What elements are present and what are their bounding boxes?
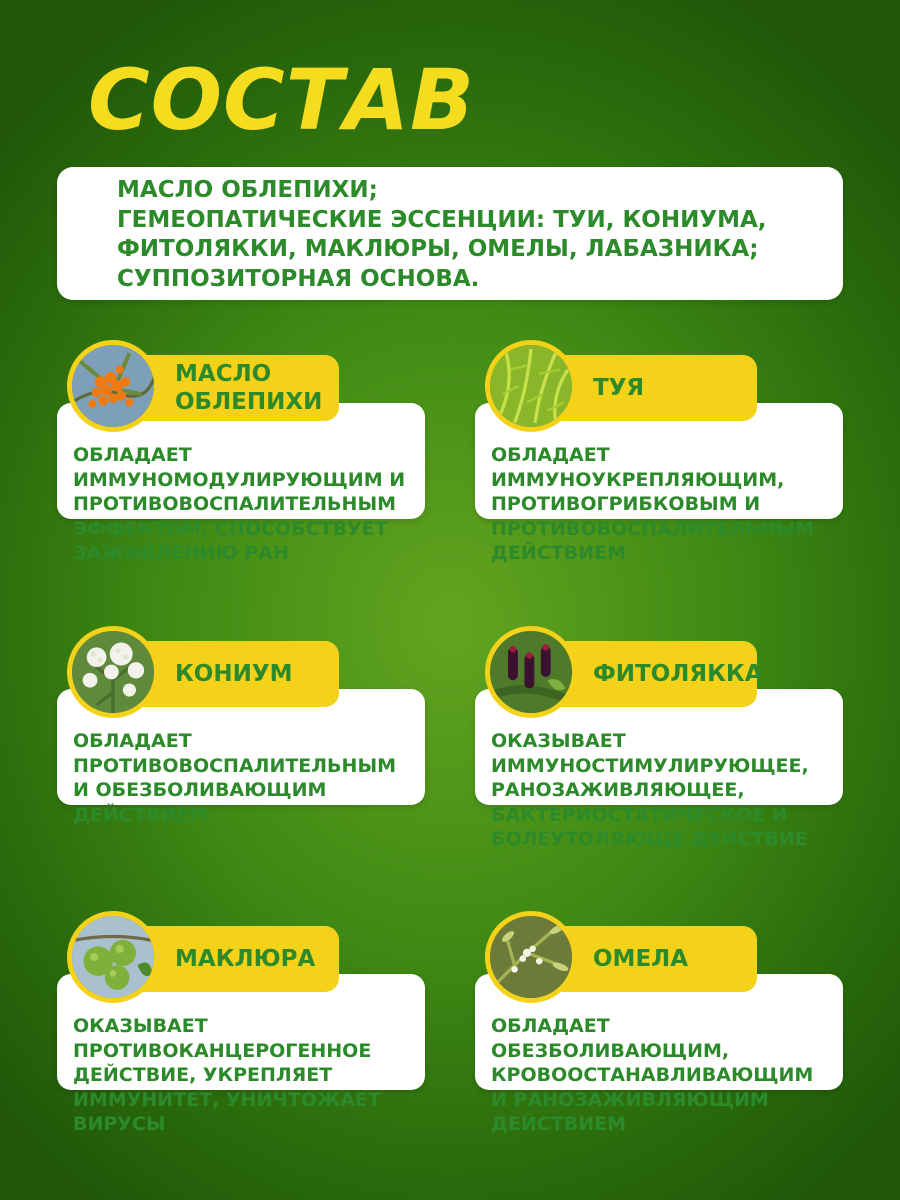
- phytolacca-photo-icon: [485, 626, 577, 718]
- maclura-photo-icon: [67, 911, 159, 1003]
- ingredient-name: ТУЯ: [593, 375, 645, 401]
- ingredient-name: КОНИУМ: [175, 661, 293, 687]
- ingredient-card-thuja: [475, 355, 843, 564]
- composition-line: МАСЛО ОБЛЕПИХИ;: [117, 177, 378, 203]
- ingredient-name: ФИТОЛЯККА: [593, 661, 763, 687]
- composition-line: ГЕМЕОПАТИЧЕСКИЕ ЭССЕНЦИИ: ТУИ, КОНИУМА,: [117, 206, 767, 233]
- page-title: СОСТАВ: [88, 51, 476, 149]
- sea-buckthorn-photo-icon: [67, 340, 159, 432]
- ingredient-description: ОБЛАДАЕТ ПРОТИВОВОСПАЛИТЕЛЬНЫМ И ОБЕЗБОЛИВАЮЩИМ ДЕЙСТВИЕМ: [73, 730, 397, 826]
- ingredient-description: ОБЛАДАЕТ ИММУНОУКРЕПЛЯЮЩИМ, ПРОТИВОГРИБКОВЫМ И ПРОТИВОВОСПАЛИТЕЛЬНЫМ ДЕЙСТВИЕМ: [491, 444, 815, 564]
- mistletoe-photo-icon: [485, 911, 577, 1003]
- ingredient-card-conium: [57, 641, 425, 826]
- conium-photo-icon: [67, 626, 159, 718]
- ingredient-description: ОКАЗЫВАЕТ ПРОТИВОКАНЦЕРОГЕННОЕ ДЕЙСТВИЕ, УКРЕПЛЯЕТ ИММУНИТЕТ, УНИЧТОЖАЕТ ВИРУСЫ: [73, 1015, 381, 1135]
- ingredient-description: ОБЛАДАЕТ ИММУНОМОДУЛИРУЮЩИМ И ПРОТИВОВОСПАЛИТЕЛЬНЫМ ЭФФЕКТОМ, СПОСОБСТВУЕТ ЗАЖИВЛЕНИЮ РАН: [73, 444, 406, 564]
- ingredient-card-sea-buckthorn: [57, 355, 425, 564]
- composition-line: ФИТОЛЯККИ, МАКЛЮРЫ, ОМЕЛЫ, ЛАБАЗНИКА;: [117, 236, 759, 262]
- composition-line: СУППОЗИТОРНАЯ ОСНОВА.: [117, 265, 480, 292]
- ingredient-name: МАСЛО ОБЛЕПИХИ: [175, 361, 323, 415]
- ingredient-card-mistletoe: [475, 926, 843, 1135]
- ingredient-name: ОМЕЛА: [593, 946, 689, 972]
- ingredient-description: ОБЛАДАЕТ ОБЕЗБОЛИВАЮЩИМ, КРОВООСТАНАВЛИВАЮЩИМ И РАНОЗАЖИВЛЯЮЩИМ ДЕЙСТВИЕМ: [491, 1015, 814, 1135]
- thuja-photo-icon: [485, 340, 577, 432]
- ingredient-name: МАКЛЮРА: [175, 946, 316, 972]
- ingredient-card-phytolacca: [475, 641, 843, 850]
- composition-summary: [57, 167, 843, 300]
- ingredient-card-maclura: [57, 926, 425, 1135]
- ingredient-description: ОКАЗЫВАЕТ ИММУНОСТИМУЛИРУЮЩЕЕ, РАНОЗАЖИВЛЯЮЩЕЕ, БАКТЕРИОСТАТИЧЕСКОЕ И БОЛЕУТОЛЯЮЩЕ ДЕЙСТВИЕ: [491, 730, 809, 850]
